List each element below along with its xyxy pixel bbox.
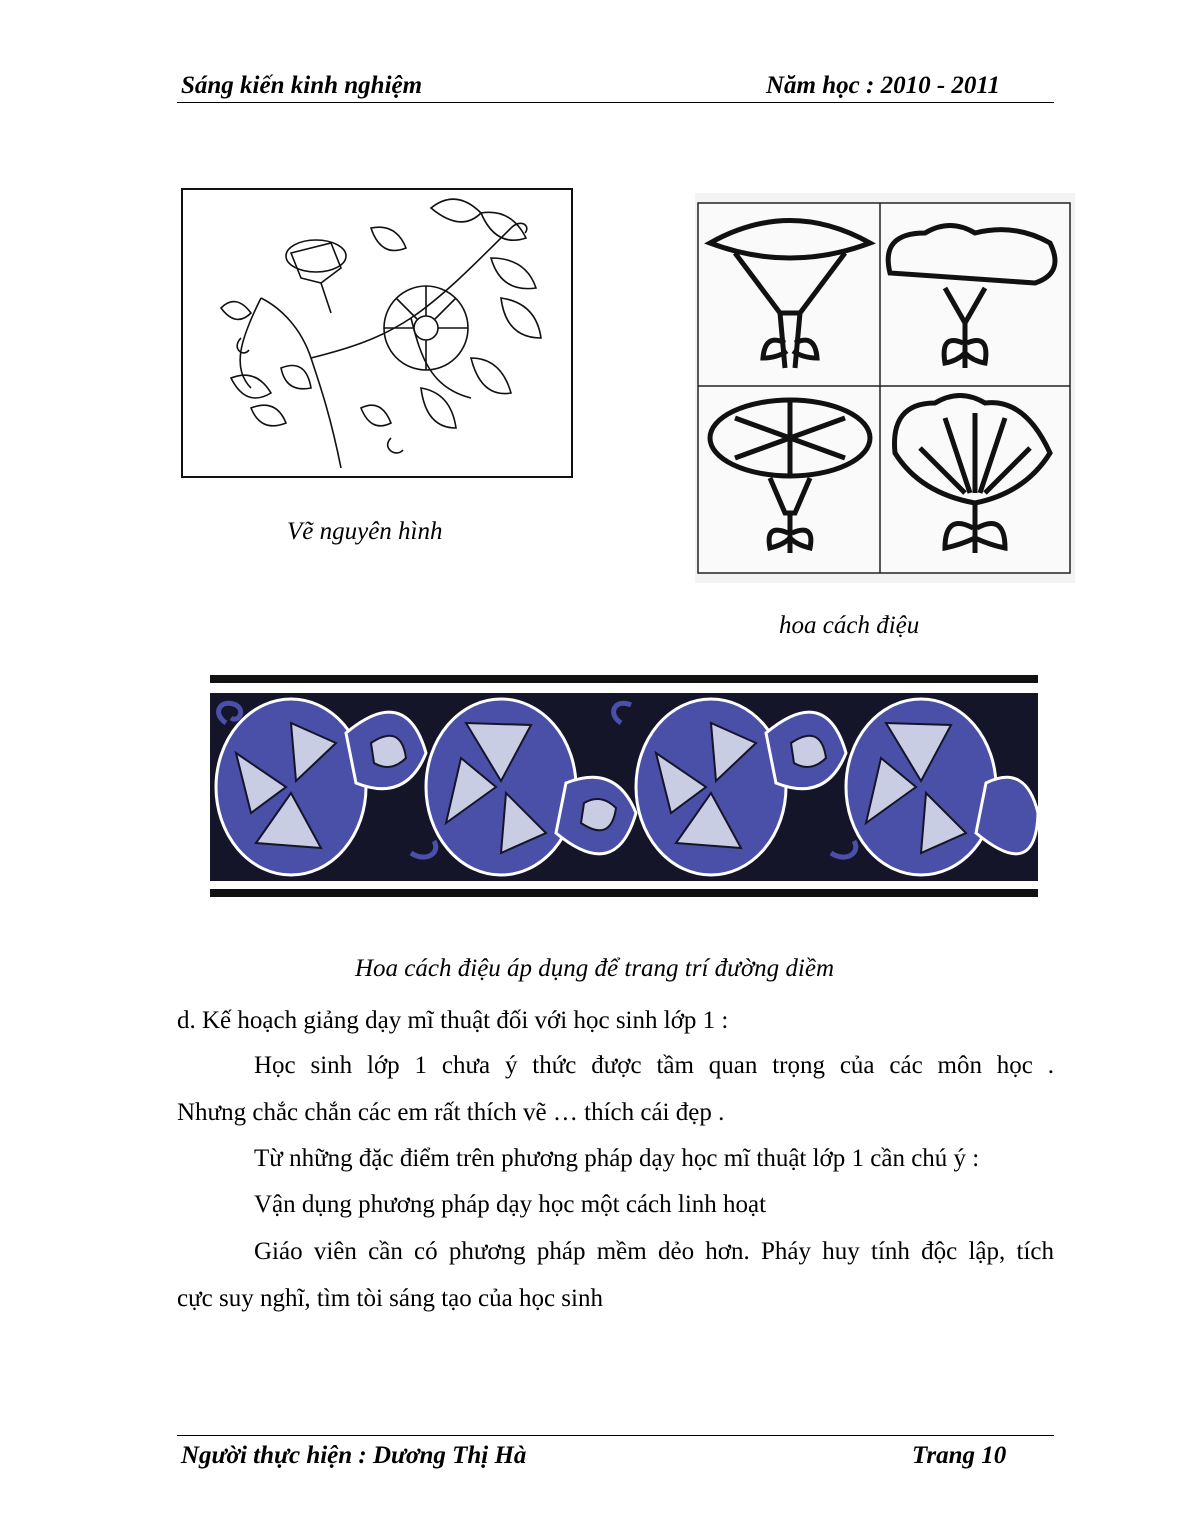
decorative-border-pattern	[196, 663, 1042, 903]
paragraph-students	[177, 1042, 1054, 1136]
footer-page-number: Trang 10	[912, 1442, 1007, 1469]
realistic-drawing-caption: Vẽ nguyên hình	[287, 518, 443, 545]
paragraph-teacher	[177, 1228, 1054, 1322]
header-school-year: Năm học : 2010 - 2011	[766, 72, 1001, 99]
footer-divider	[177, 1435, 1054, 1436]
paragraph-teacher-line1: Giáo viên cần có phương pháp mềm dẻo hơn. Pháy huy tính độc lập, tích	[254, 1238, 1054, 1265]
stylized-flowers-caption: hoa cách điệu	[779, 612, 920, 639]
border-pattern-caption: Hoa cách điệu áp dụng để trang trí đường diềm	[355, 955, 835, 982]
paragraph-students-line1: Học sinh lớp 1 chưa ý thức được tầm quan trọng của các môn học .	[254, 1052, 1054, 1079]
section-heading: d. Kế hoạch giảng dạy mĩ thuật đối với học sinh lớp 1 :	[177, 1007, 729, 1034]
header-divider	[177, 102, 1054, 103]
paragraph-students-line2: Nhưng chắc chắn các em rất thích vẽ … thích cái đẹp .	[177, 1099, 725, 1126]
paragraph-method-note: Từ những đặc điểm trên phương pháp dạy học mĩ thuật lớp 1 cần chú ý :	[254, 1145, 980, 1172]
paragraph-teacher-line2: cực suy nghĩ, tìm tòi sáng tạo của học sinh	[177, 1285, 603, 1312]
realistic-flower-drawing	[181, 188, 573, 478]
footer-author: Người thực hiện : Dương Thị Hà	[181, 1442, 527, 1469]
header-title: Sáng kiến kinh nghiệm	[181, 72, 423, 99]
stylized-flowers-grid	[695, 193, 1075, 583]
paragraph-flexible-method: Vận dụng phương pháp dạy học một cách linh hoạt	[254, 1191, 767, 1218]
